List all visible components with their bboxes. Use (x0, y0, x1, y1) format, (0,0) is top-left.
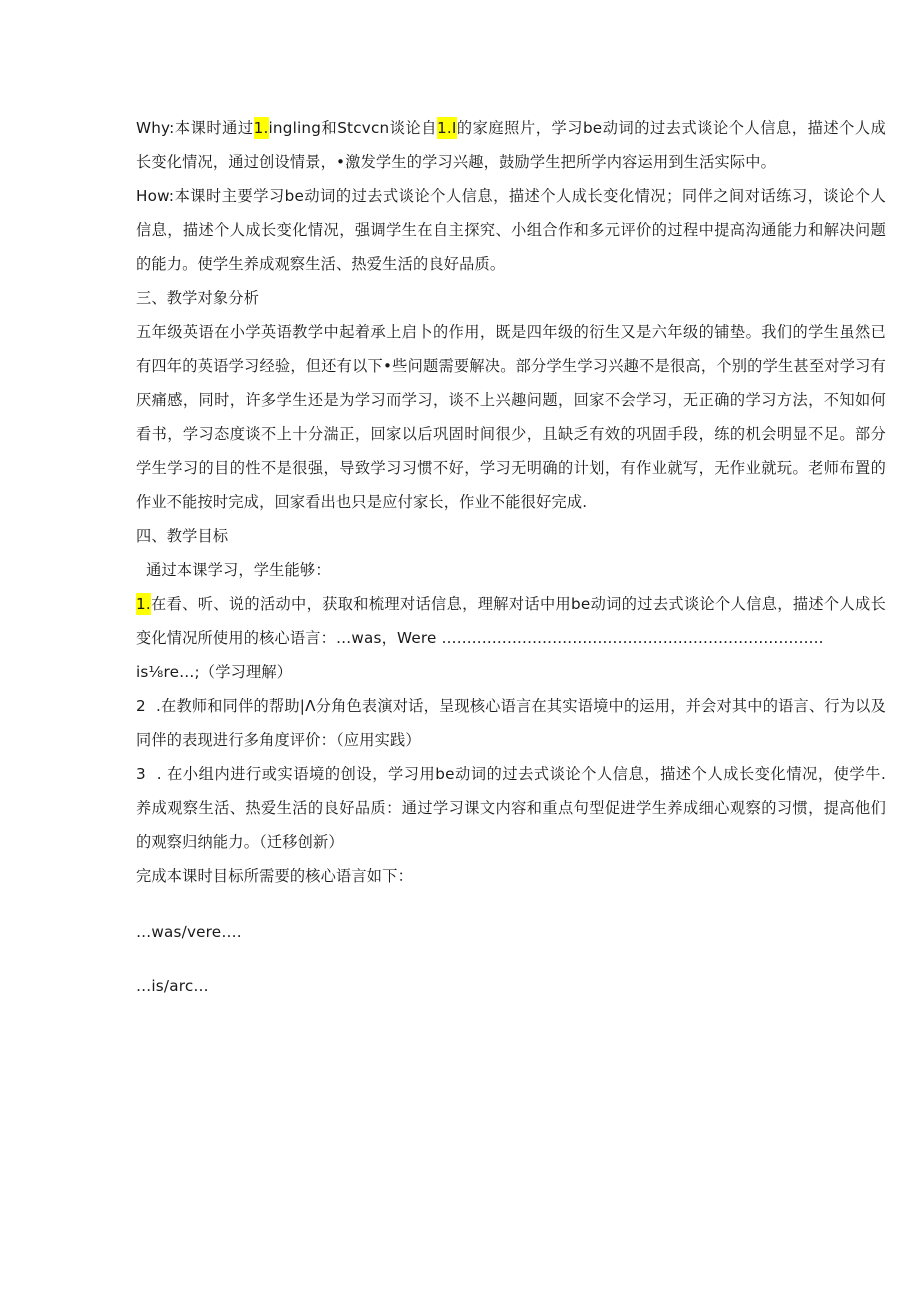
core-language-1: …was∕vere…. (136, 923, 242, 941)
core-language-2: …is/arc… (136, 977, 209, 995)
goal-1-tail: is⅛re…;（学习理解） (136, 663, 293, 681)
core-language-intro: 完成本课时目标所需要的核心语言如下： (136, 867, 413, 885)
highlight-mark: 1. (253, 119, 269, 137)
document-body (136, 111, 892, 1003)
spacer (136, 893, 886, 915)
goal-2: 2 .在教师和同伴的帮助|Λ分角色表演对话，呈现核心语言在其实语境中的运用，并会对其中的语言、行为以及同伴的表现进行多角度评价：（应用实践） (136, 697, 886, 749)
goal-1: 1.在看、听、说的活动中，获取和梳理对话信息，理解对话中用be动词的过去式谈论个人信息，描述个人成长变化情况所使用的核心语言：…was，Were ............................................................................ (136, 595, 886, 647)
section-title-learner-analysis: 三、教学对象分析 (136, 289, 260, 307)
why-paragraph: Why:本课时通过1.ingling和Stcvcn谈论自1.I的家庭照片，学习be动词的过去式谈论个人信息，描述个人成长变化情况，通过创设情景，•激发学生的学习兴趣，鼓励学生把所学内容运用到生活实际中。 (136, 119, 886, 171)
learner-analysis-paragraph: 五年级英语在小学英语教学中起着承上启卜的作用，既是四年级的衍生又是六年级的铺垫。我们的学生虽然已有四年的英语学习经验，但还有以下•些问题需要解决。部分学生学习兴趣不是很高，个别的学生甚至对学习有厌痛感，同时，许多学生还是为学习而学习，谈不上兴趣问题，回家不会学习，无正确的学习方法，不知如何看书，学习态度谈不上十分湍正，回家以后巩固时间很少，且缺乏有效的巩固手段，练的机会明显不足。部分学生学习的目的性不是很强，导致学习习惯不好，学习无明确的计划，有作业就写，无作业就玩。老师布置的作业不能按时完成，回家看出也只是应付家长，作业不能很好完成. (136, 323, 886, 511)
why-label: Why: (136, 119, 175, 137)
goal-3: 3 . 在小组内进行或实语境的创设，学习用be动词的过去式谈论个人信息，描述个人成长变化情况，使学牛. 养成观察生活、热爱生活的良好品质：通过学习课文内容和重点句型促进学生养成细心观察的习惯，提高他们的观察归纳能力。（迁移创新） (136, 765, 892, 851)
goals-intro: 通过本课学习，学生能够： (136, 561, 331, 579)
how-paragraph: How:本课时主要学习be动词的过去式谈论个人信息，描述个人成长变化情况；同伴之间对话练习，谈论个人信息，描述个人成长变化情况，强调学生在自主探究、小组合作和多元评价的过程中提高沟通能力和解决问题的能力。使学生养成观察生活、热爱生活的良好品质。 (136, 187, 886, 273)
highlight-mark: 1.I (436, 119, 457, 137)
highlight-mark: 1. (136, 595, 151, 613)
spacer (136, 949, 886, 969)
how-label: How: (136, 187, 175, 205)
section-title-teaching-goals: 四、教学目标 (136, 527, 229, 545)
